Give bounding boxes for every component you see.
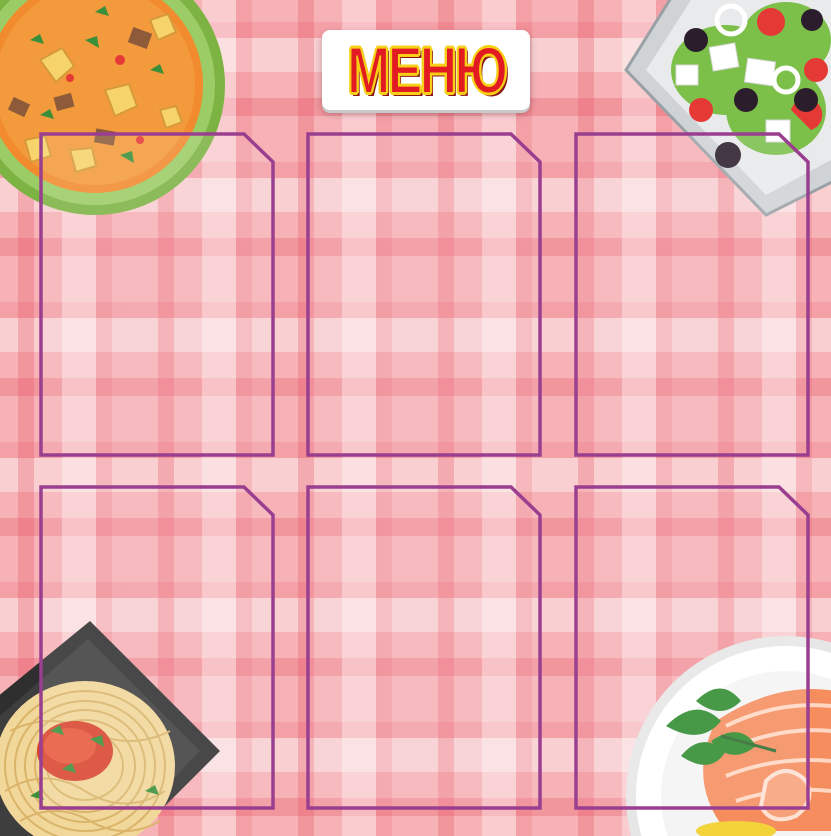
- menu-slot-4: [39, 485, 275, 810]
- menu-slot-3: [574, 132, 810, 457]
- menu-slot-5: [306, 485, 542, 810]
- menu-slot-2: [306, 132, 542, 457]
- menu-slot-6: [574, 485, 810, 810]
- menu-slot-1: [39, 132, 275, 457]
- page-title: МЕНЮ: [346, 33, 506, 107]
